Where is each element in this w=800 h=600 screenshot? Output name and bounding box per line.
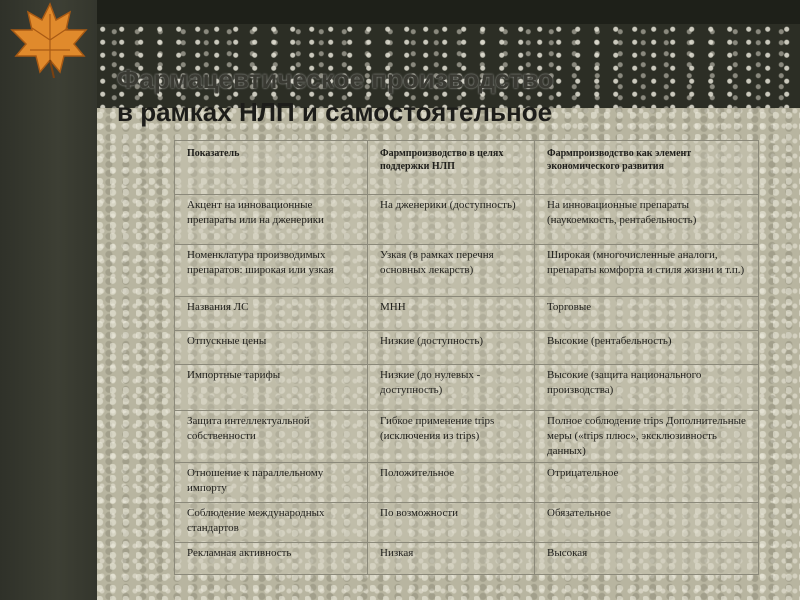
top-band [97,0,800,24]
table-row [175,245,759,297]
row-indicator-cell: Отношение к параллельному импорту [175,463,368,503]
row-economic-cell: Отрицательное [535,463,759,503]
row-economic-cell: Торговые [535,297,759,331]
row-indicator-cell: Рекламная активность [175,543,368,575]
header-nlp-production: Фармпроизводство в целях поддержки НЛП [368,141,535,195]
header-economic-production: Фармпроизводство как элемент экономического развития [535,141,759,195]
row-nlp-cell: По возможности [368,503,535,543]
row-economic-cell: Высокая [535,543,759,575]
row-economic-cell: Полное соблюдение trips Дополнительные меры («trips плюс», эксклюзивность данных) [535,411,759,463]
row-economic-cell: Широкая (многочисленные аналоги, препараты комфорта и стиля жизни и т.п.) [535,245,759,297]
row-nlp-cell: На дженерики (доступность) [368,195,535,245]
table-row [175,503,759,543]
table-header-row [175,141,759,195]
table-row [175,297,759,331]
title-line-2: в рамках НЛП и самостоятельное [117,97,553,127]
row-indicator-cell: Акцент на инновационные препараты или на дженерики [175,195,368,245]
row-nlp-cell: Низкие (до нулевых - доступность) [368,365,535,411]
row-nlp-cell: Низкие (доступность) [368,331,535,365]
row-indicator-cell: Названия ЛС [175,297,368,331]
row-indicator-cell: Импортные тарифы [175,365,368,411]
table-row [175,411,759,463]
row-nlp-cell: Низкая [368,543,535,575]
row-nlp-cell: Узкая (в рамках перечня основных лекарств) [368,245,535,297]
left-decor-strip [0,0,97,600]
title-line-1: Фармацевтическое производство [117,64,554,94]
slide-title [117,63,777,129]
row-economic-cell: Обязательное [535,503,759,543]
row-nlp-cell: Положительное [368,463,535,503]
table-row [175,195,759,245]
row-indicator-cell: Отпускные цены [175,331,368,365]
row-indicator-cell: Соблюдение международных стандартов [175,503,368,543]
row-economic-cell: Высокие (защита национального производства) [535,365,759,411]
row-economic-cell: Высокие (рентабельность) [535,331,759,365]
table-body [175,195,759,575]
autumn-leaf-icon [4,0,94,78]
row-nlp-cell: МНН [368,297,535,331]
comparison-table [174,140,759,575]
table-row [175,365,759,411]
table-row [175,543,759,575]
row-economic-cell: На инновационные препараты (наукоемкость, рентабельность) [535,195,759,245]
table-row [175,331,759,365]
header-indicator: Показатель [175,141,368,195]
table-row [175,463,759,503]
row-indicator-cell: Защита интеллектуальной собственности [175,411,368,463]
row-nlp-cell: Гибкое применение trips (исключения из trips) [368,411,535,463]
row-indicator-cell: Номенклатура производимых препаратов: широкая или узкая [175,245,368,297]
